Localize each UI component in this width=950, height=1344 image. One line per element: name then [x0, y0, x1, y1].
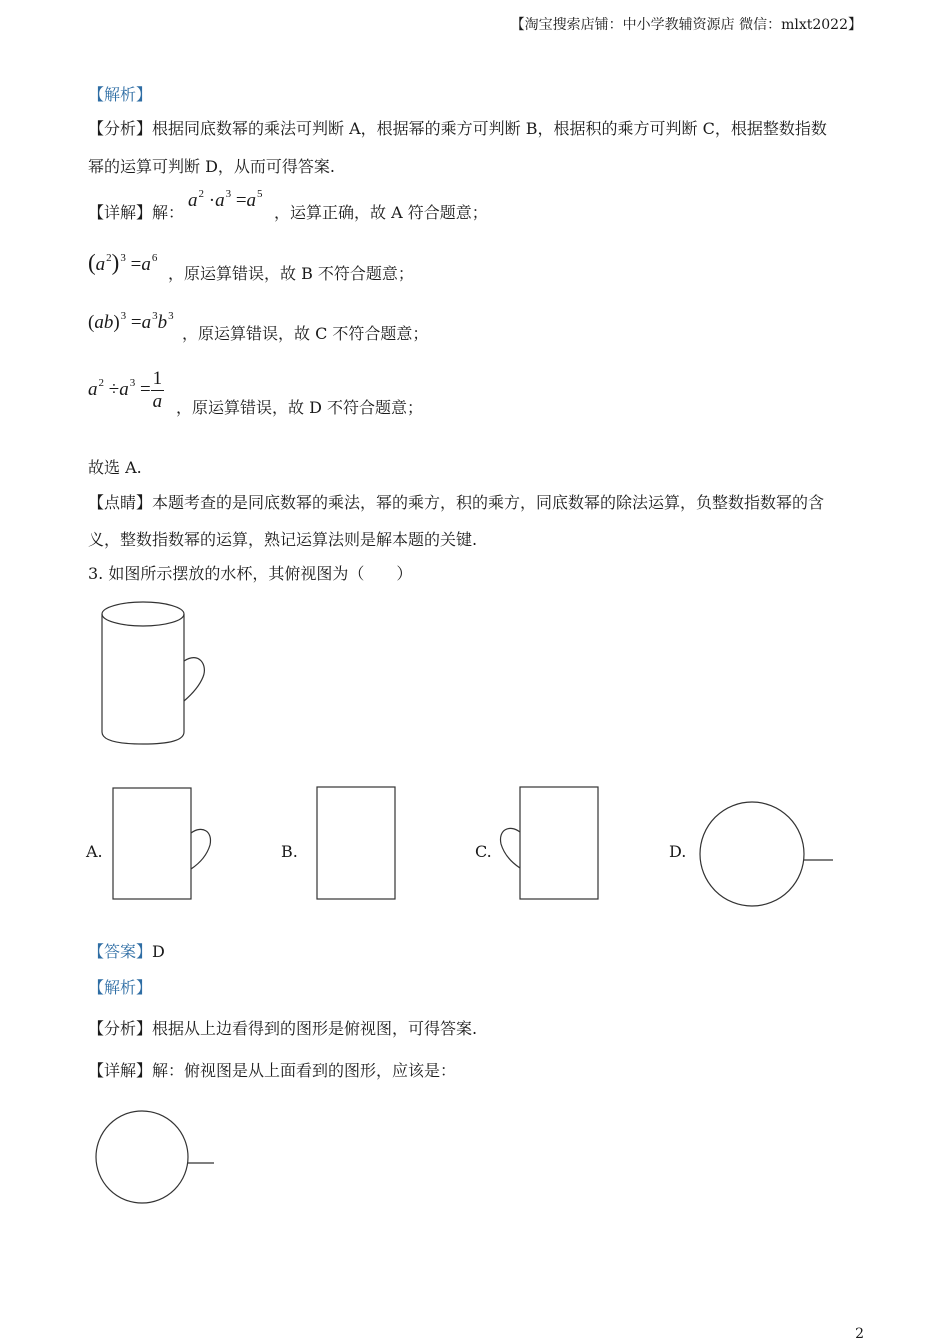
q3-detail-label: 【详解】	[88, 1061, 153, 1080]
q3-answer-label: 【答案】	[88, 942, 153, 961]
q2-step-d-note: ，原运算错误，故 D 不符合题意；	[176, 398, 424, 417]
q3-analysis	[88, 1016, 477, 1039]
option-d-label: D.	[669, 842, 687, 861]
q2-analysis-line1	[88, 116, 827, 139]
q2-detail-step-a	[88, 200, 184, 223]
formula-b: $(a^2)^3 =a^6$	[88, 250, 158, 275]
q2-detail-lead: 解：	[152, 203, 185, 222]
cup-figure	[95, 595, 215, 750]
q2-jiexi-title: 【解析】	[88, 85, 153, 104]
q2-comment-label: 【点睛】	[88, 493, 153, 512]
option-d-figure	[698, 801, 836, 909]
option-a-label: A.	[86, 842, 103, 861]
option-c-label: C.	[475, 842, 492, 861]
q3-jiexi-title: 【解析】	[88, 978, 153, 997]
q3-answer-value: D	[152, 942, 165, 961]
q2-comment-line1	[88, 490, 824, 513]
q2-step-b-note: ，原运算错误，故 B 不符合题意；	[168, 264, 414, 283]
q2-step-c-note: ，原运算错误，故 C 不符合题意；	[182, 324, 429, 343]
option-c-figure	[496, 786, 602, 903]
q3-analysis-text: 根据从上边看得到的图形是俯视图，可得答案.	[152, 1019, 478, 1038]
q2-analysis-label: 【分析】	[88, 119, 153, 138]
q3-detail-text: 解：俯视图是从上面看到的图形，应该是：	[152, 1061, 457, 1080]
q2-detail-label: 【详解】	[88, 203, 153, 222]
q2-conclusion: 故选 A.	[88, 458, 142, 477]
q2-analysis-text1: 根据同底数幂的乘法可判断 A，根据幂的乘方可判断 B，根据积的乘方可判断 C，根据整数指数	[152, 119, 827, 138]
q2-step-a-note: ，运算正确，故 A 符合题意；	[274, 203, 488, 222]
formula-d: $a^2 \div a^3$ = $\frac{1}{a}$	[88, 368, 163, 412]
option-b-label: B.	[281, 842, 298, 861]
q2-comment-text1: 本题考查的是同底数幂的乘法，幂的乘方，积的乘方，同底数幂的除法运算，负整数指数幂的含	[152, 493, 825, 512]
top-view-figure	[94, 1109, 218, 1207]
formula-c: $(ab)^3 =a^3b^3$	[88, 310, 174, 333]
q3-question: 3. 如图所示摆放的水杯，其俯视图为（ ）	[88, 564, 413, 583]
q3-detail	[88, 1058, 456, 1081]
q3-answer	[88, 939, 165, 962]
q3-analysis-label: 【分析】	[88, 1019, 153, 1038]
option-b-figure	[316, 786, 398, 902]
q2-analysis-line2: 幂的运算可判断 D，从而可得答案.	[88, 157, 336, 176]
q2-comment-line2: 义，整数指数幂的运算，熟记运算法则是解本题的关键.	[88, 530, 478, 549]
formula-a: $a^2 \cdot a^3 =a^5$	[188, 188, 263, 211]
page-number: 2	[855, 1326, 864, 1342]
page-header: 【淘宝搜索店铺：中小学教辅资源店 微信：mlxt2022】	[510, 17, 862, 33]
option-a-figure	[112, 787, 222, 902]
